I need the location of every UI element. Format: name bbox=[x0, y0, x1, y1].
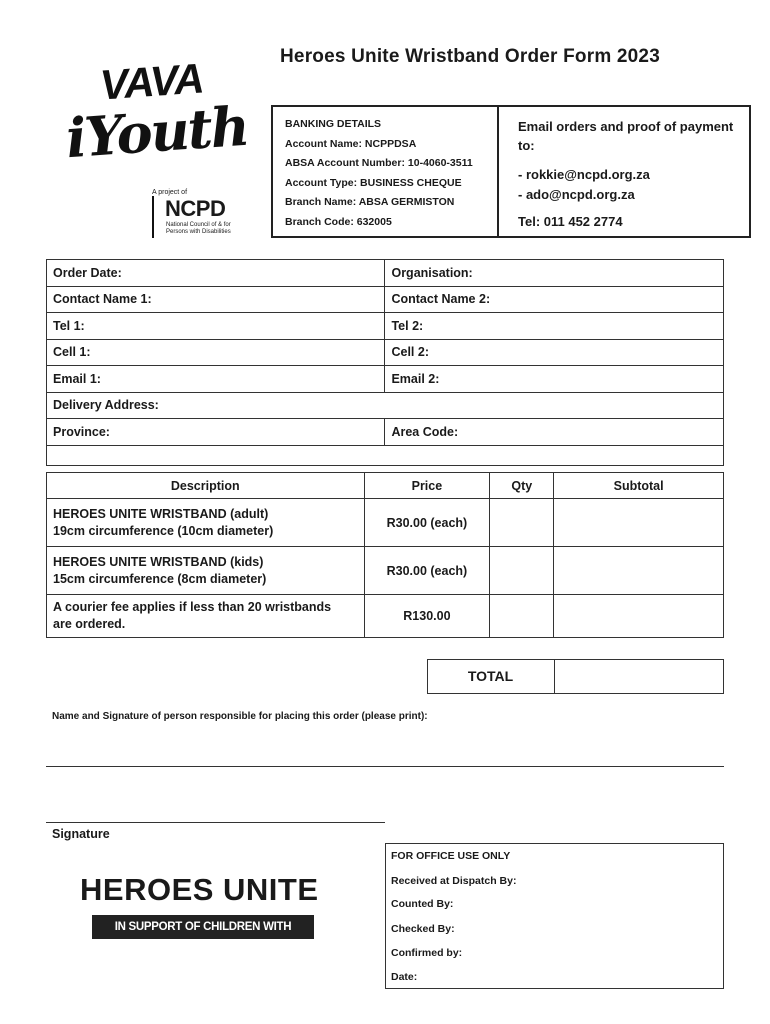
tel-1-field[interactable]: Tel 1: bbox=[47, 313, 385, 340]
page-title: Heroes Unite Wristband Order Form 2023 bbox=[280, 46, 660, 67]
heroes-unite-logo: HEROES UNITE bbox=[80, 872, 319, 907]
banking-line: ABSA Account Number: 10-4060-3511 bbox=[285, 157, 473, 169]
email-link[interactable]: - rokkie@ncpd.org.za bbox=[518, 167, 650, 182]
organisation-field[interactable]: Organisation: bbox=[385, 260, 724, 287]
blank-row bbox=[47, 445, 724, 465]
total-field[interactable] bbox=[555, 660, 723, 693]
email-orders-heading: Email orders and proof of payment to: bbox=[518, 119, 734, 153]
table-row bbox=[47, 419, 724, 446]
date-field: Date: bbox=[391, 971, 418, 983]
subtotal-field[interactable] bbox=[554, 499, 724, 547]
banking-heading: BANKING DETAILS bbox=[285, 118, 382, 130]
banking-box-divider bbox=[497, 105, 499, 238]
contact-tel: Tel: 011 452 2774 bbox=[518, 214, 623, 229]
total-label: TOTAL bbox=[467, 668, 514, 684]
item-size: are ordered. bbox=[53, 617, 126, 631]
item-price: R30.00 (each) bbox=[364, 499, 490, 547]
email-link[interactable]: - ado@ncpd.org.za bbox=[518, 187, 635, 202]
checked-by-field: Checked By: bbox=[391, 923, 455, 935]
qty-field[interactable] bbox=[490, 547, 554, 595]
heroes-unite-tagline: IN SUPPORT OF CHILDREN WITH DISABILITIES bbox=[92, 915, 314, 939]
item-name: HEROES UNITE WRISTBAND (kids) bbox=[53, 554, 264, 569]
table-row bbox=[47, 286, 724, 313]
banking-line: Account Type: BUSINESS CHEQUE bbox=[285, 177, 462, 189]
ncpd-logo: NCPD bbox=[165, 196, 226, 221]
item-name: A courier fee applies if less than 20 wristbands bbox=[53, 600, 332, 614]
cell-2-field[interactable]: Cell 2: bbox=[385, 339, 724, 366]
signature-note: Name and Signature of person responsible for placing this order (please print): bbox=[52, 711, 428, 722]
subtotal-field[interactable] bbox=[554, 547, 724, 595]
order-table bbox=[46, 472, 724, 638]
item-price: R30.00 (each) bbox=[364, 547, 490, 595]
email-1-field[interactable]: Email 1: bbox=[47, 366, 385, 393]
received-by-field: Received at Dispatch By: bbox=[391, 875, 517, 887]
item-description bbox=[47, 547, 365, 595]
item-size: 19cm circumference (10cm diameter) bbox=[53, 523, 274, 538]
logo-line1: VAVA bbox=[98, 54, 205, 109]
table-row bbox=[47, 445, 724, 465]
col-subtotal: Subtotal bbox=[554, 473, 724, 499]
table-row bbox=[47, 547, 724, 595]
qty-field[interactable] bbox=[490, 499, 554, 547]
table-header-row bbox=[47, 473, 724, 499]
logo-divider bbox=[152, 196, 154, 238]
signature-label: Signature bbox=[52, 827, 110, 841]
delivery-address-field[interactable]: Delivery Address: bbox=[47, 392, 724, 419]
order-date-field[interactable]: Order Date: bbox=[47, 260, 385, 287]
table-row bbox=[47, 260, 724, 287]
table-row bbox=[47, 595, 724, 638]
item-name: HEROES UNITE WRISTBAND (adult) bbox=[53, 506, 269, 521]
banking-line: Branch Name: ABSA GERMISTON bbox=[285, 196, 455, 208]
table-row bbox=[47, 366, 724, 393]
item-size: 15cm circumference (8cm diameter) bbox=[53, 571, 267, 586]
customer-info-table bbox=[46, 259, 724, 466]
logo-line2: iYouth bbox=[63, 93, 250, 171]
cell-1-field[interactable]: Cell 1: bbox=[47, 339, 385, 366]
item-price: R130.00 bbox=[364, 595, 490, 638]
item-description bbox=[47, 595, 365, 638]
signature-line[interactable] bbox=[46, 822, 385, 823]
col-description: Description bbox=[47, 473, 365, 499]
office-use-box bbox=[385, 843, 724, 989]
table-row bbox=[47, 339, 724, 366]
table-row bbox=[47, 313, 724, 340]
item-description bbox=[47, 499, 365, 547]
table-row bbox=[47, 499, 724, 547]
subtotal-field[interactable] bbox=[554, 595, 724, 638]
area-code-field[interactable]: Area Code: bbox=[385, 419, 724, 446]
ncpd-subtitle: National Council of & for Persons with Disabilities bbox=[166, 222, 231, 235]
counted-by-field: Counted By: bbox=[391, 898, 454, 910]
province-field[interactable]: Province: bbox=[47, 419, 385, 446]
col-price: Price bbox=[364, 473, 490, 499]
contact-name-2-field[interactable]: Contact Name 2: bbox=[385, 286, 724, 313]
project-of-text: A project of bbox=[152, 189, 188, 196]
qty-field[interactable] bbox=[490, 595, 554, 638]
banking-line: Branch Code: 632005 bbox=[285, 216, 392, 228]
confirmed-by-field: Confirmed by: bbox=[391, 947, 463, 959]
col-qty: Qty bbox=[490, 473, 554, 499]
table-row bbox=[47, 392, 724, 419]
office-heading: FOR OFFICE USE ONLY bbox=[391, 850, 511, 862]
email-2-field[interactable]: Email 2: bbox=[385, 366, 724, 393]
name-signature-line[interactable] bbox=[46, 766, 724, 767]
tel-2-field[interactable]: Tel 2: bbox=[385, 313, 724, 340]
banking-line: Account Name: NCPPDSA bbox=[285, 138, 417, 150]
contact-name-1-field[interactable]: Contact Name 1: bbox=[47, 286, 385, 313]
